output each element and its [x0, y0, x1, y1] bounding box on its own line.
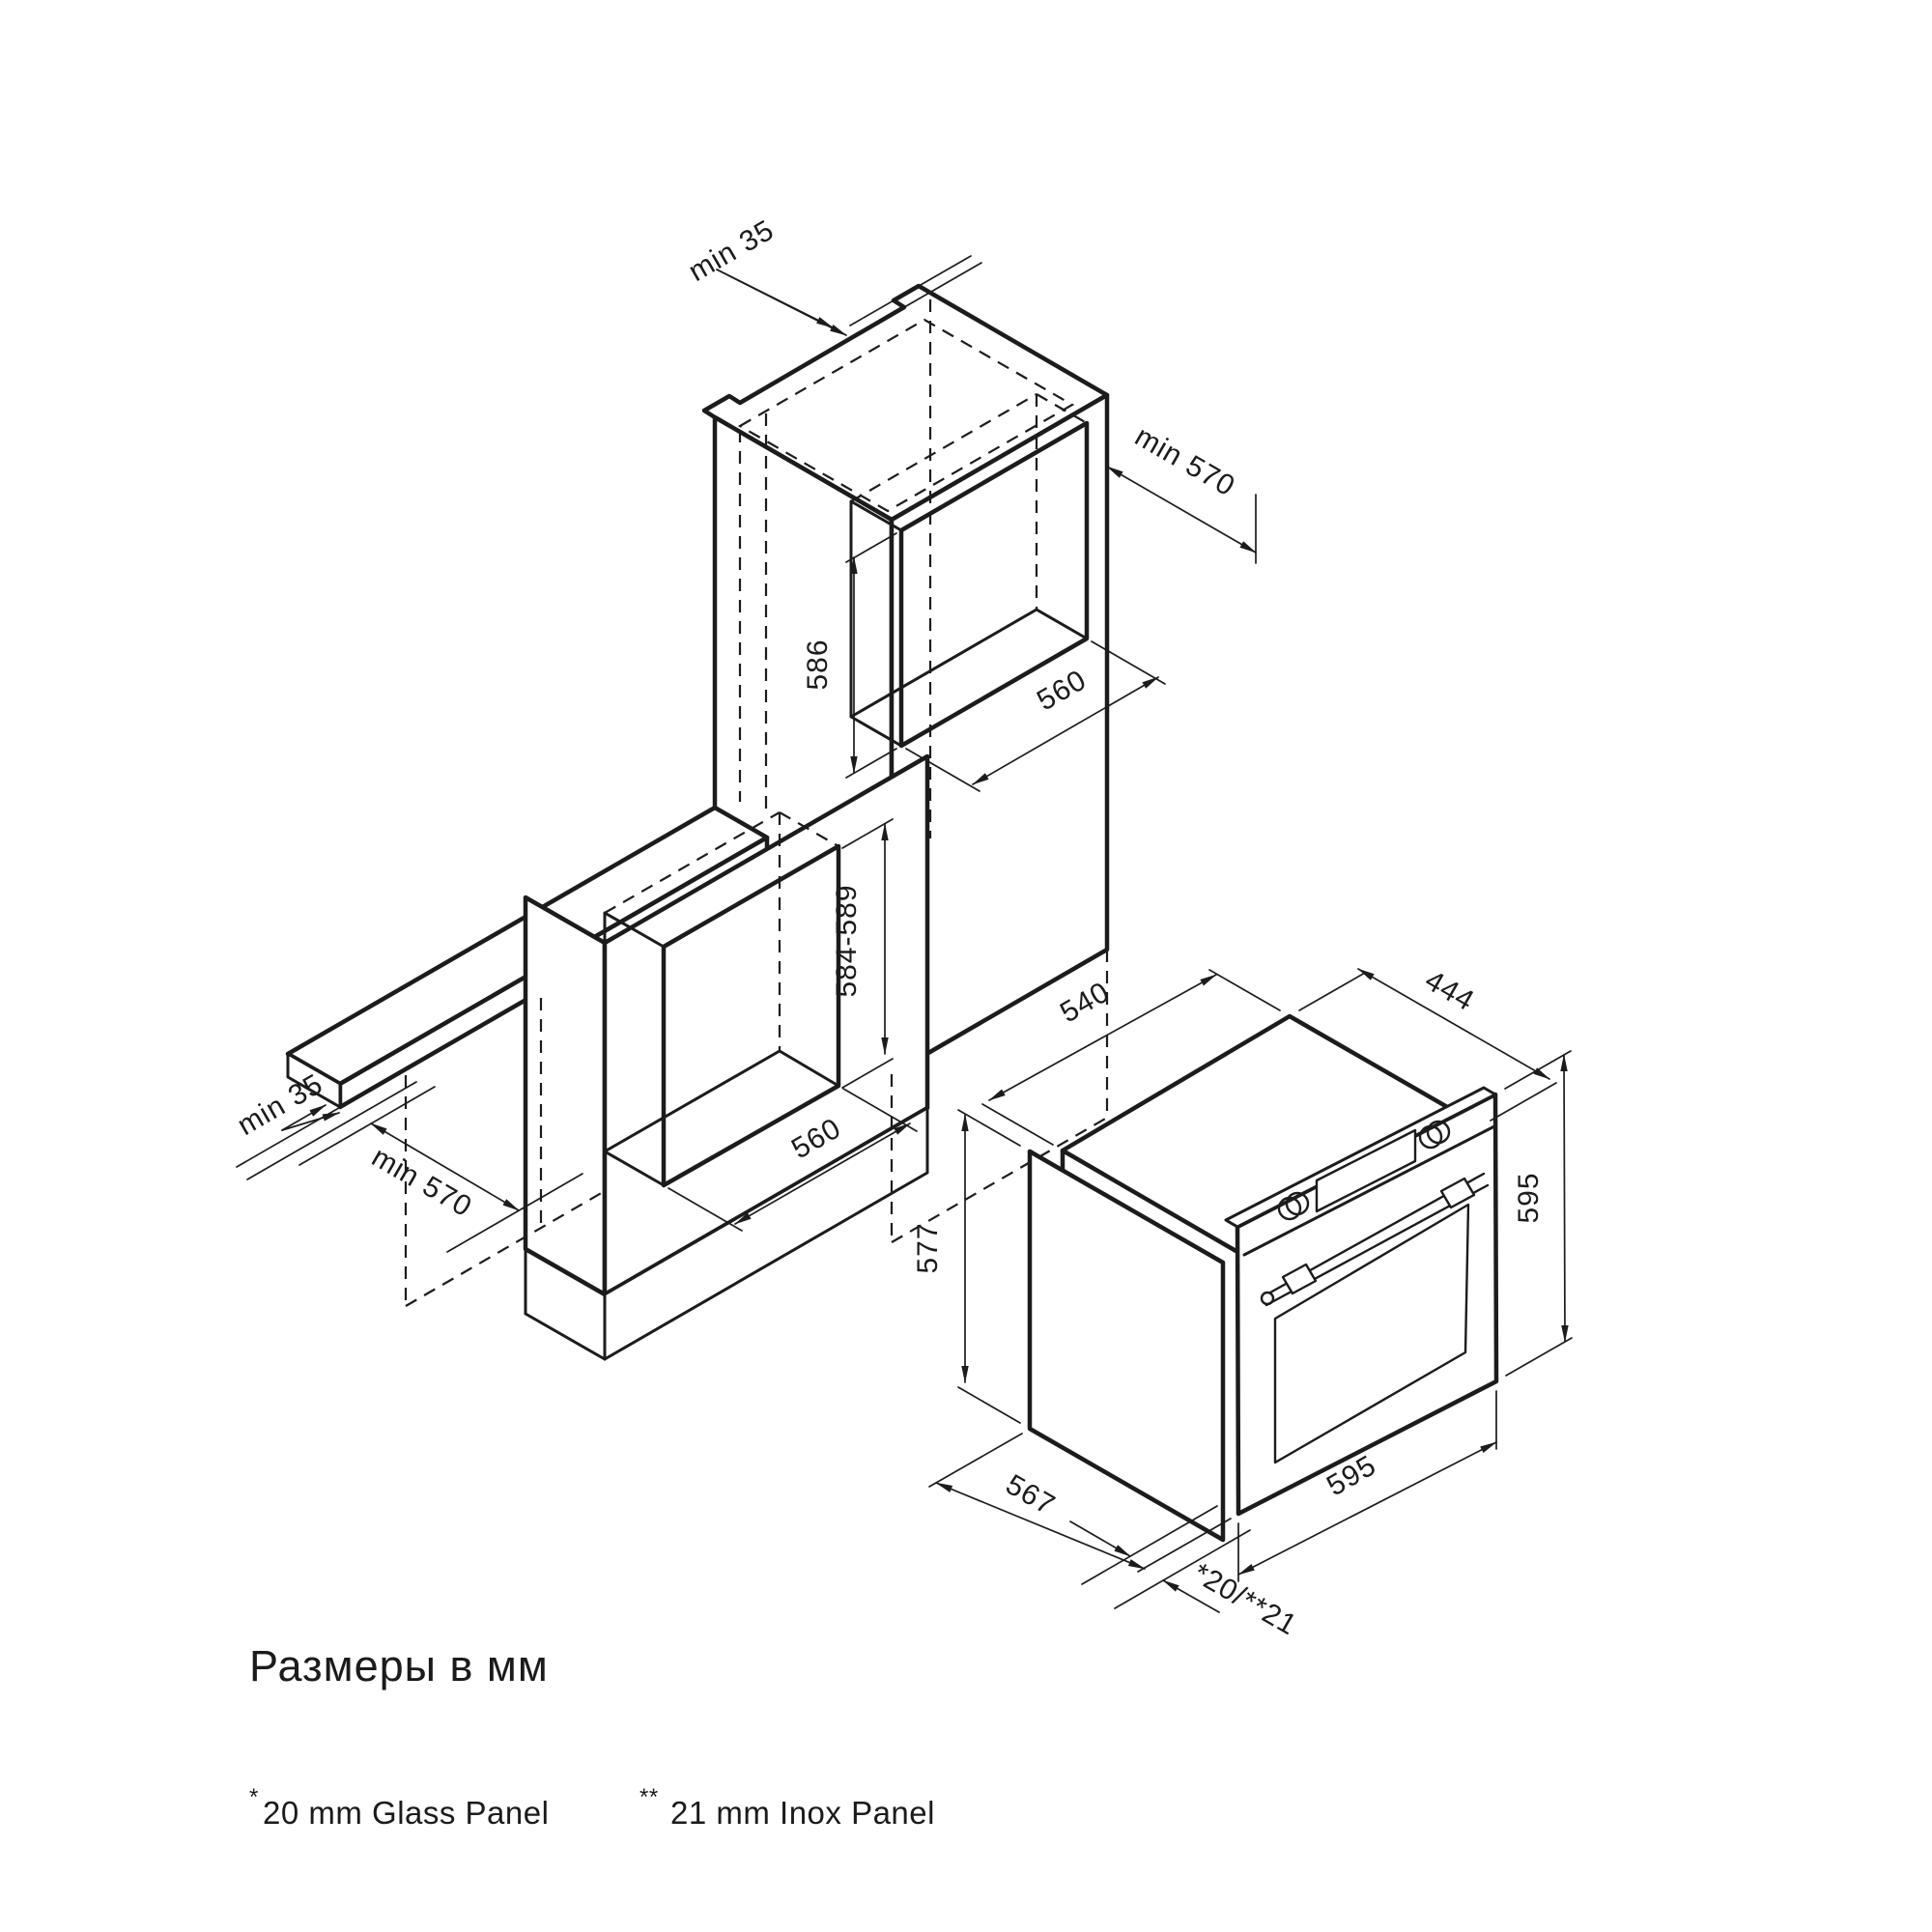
dim-567-label: 567	[1000, 1468, 1061, 1522]
dim-577-ext-lines	[958, 1110, 1020, 1423]
dim-top-gap-label: min 35	[683, 213, 781, 289]
inox-panel-footnote-stars: **	[639, 1784, 659, 1810]
inox-panel-footnote: 21 mm Inox Panel	[670, 1795, 935, 1831]
dim-top-depth	[1107, 405, 1256, 563]
dim-lower-height-label: 584-589	[831, 884, 863, 998]
cabinet-isometric-drawing	[232, 213, 1256, 1359]
dim-595-right-label: 595	[1513, 1172, 1545, 1224]
dim-lower-width-label: 560	[786, 1112, 847, 1166]
base-cabinet-side-face	[526, 897, 605, 1294]
glass-panel-footnote-star: *	[249, 1784, 259, 1810]
oven-isometric-drawing	[912, 964, 1572, 1641]
dim-panel-thickness	[1070, 1506, 1302, 1642]
dim-upper-width-label: 560	[1032, 664, 1093, 718]
units-title: Размеры в мм	[249, 1641, 549, 1690]
dim-595-bottom-label: 595	[1321, 1449, 1382, 1503]
page-texts	[249, 1641, 935, 1831]
dim-bottom-depth-label: min 570	[366, 1141, 478, 1224]
glass-panel-footnote: 20 mm Glass Panel	[263, 1795, 550, 1831]
dim-upper-height-label: 586	[802, 639, 834, 691]
dim-540-label: 540	[1055, 976, 1116, 1030]
dim-577-label: 577	[912, 1222, 944, 1274]
dim-top-gap-leader-2	[717, 270, 846, 335]
dim-595-right-line	[1564, 1055, 1565, 1342]
dim-oven-front-height	[1505, 1051, 1572, 1376]
dim-panel-thickness-label: *20/**21	[1187, 1556, 1303, 1642]
dim-top-depth-label: min 570	[1129, 420, 1241, 503]
dim-bottom-gap-label: min 35	[232, 1067, 329, 1143]
dim-444-label: 444	[1419, 964, 1480, 1018]
